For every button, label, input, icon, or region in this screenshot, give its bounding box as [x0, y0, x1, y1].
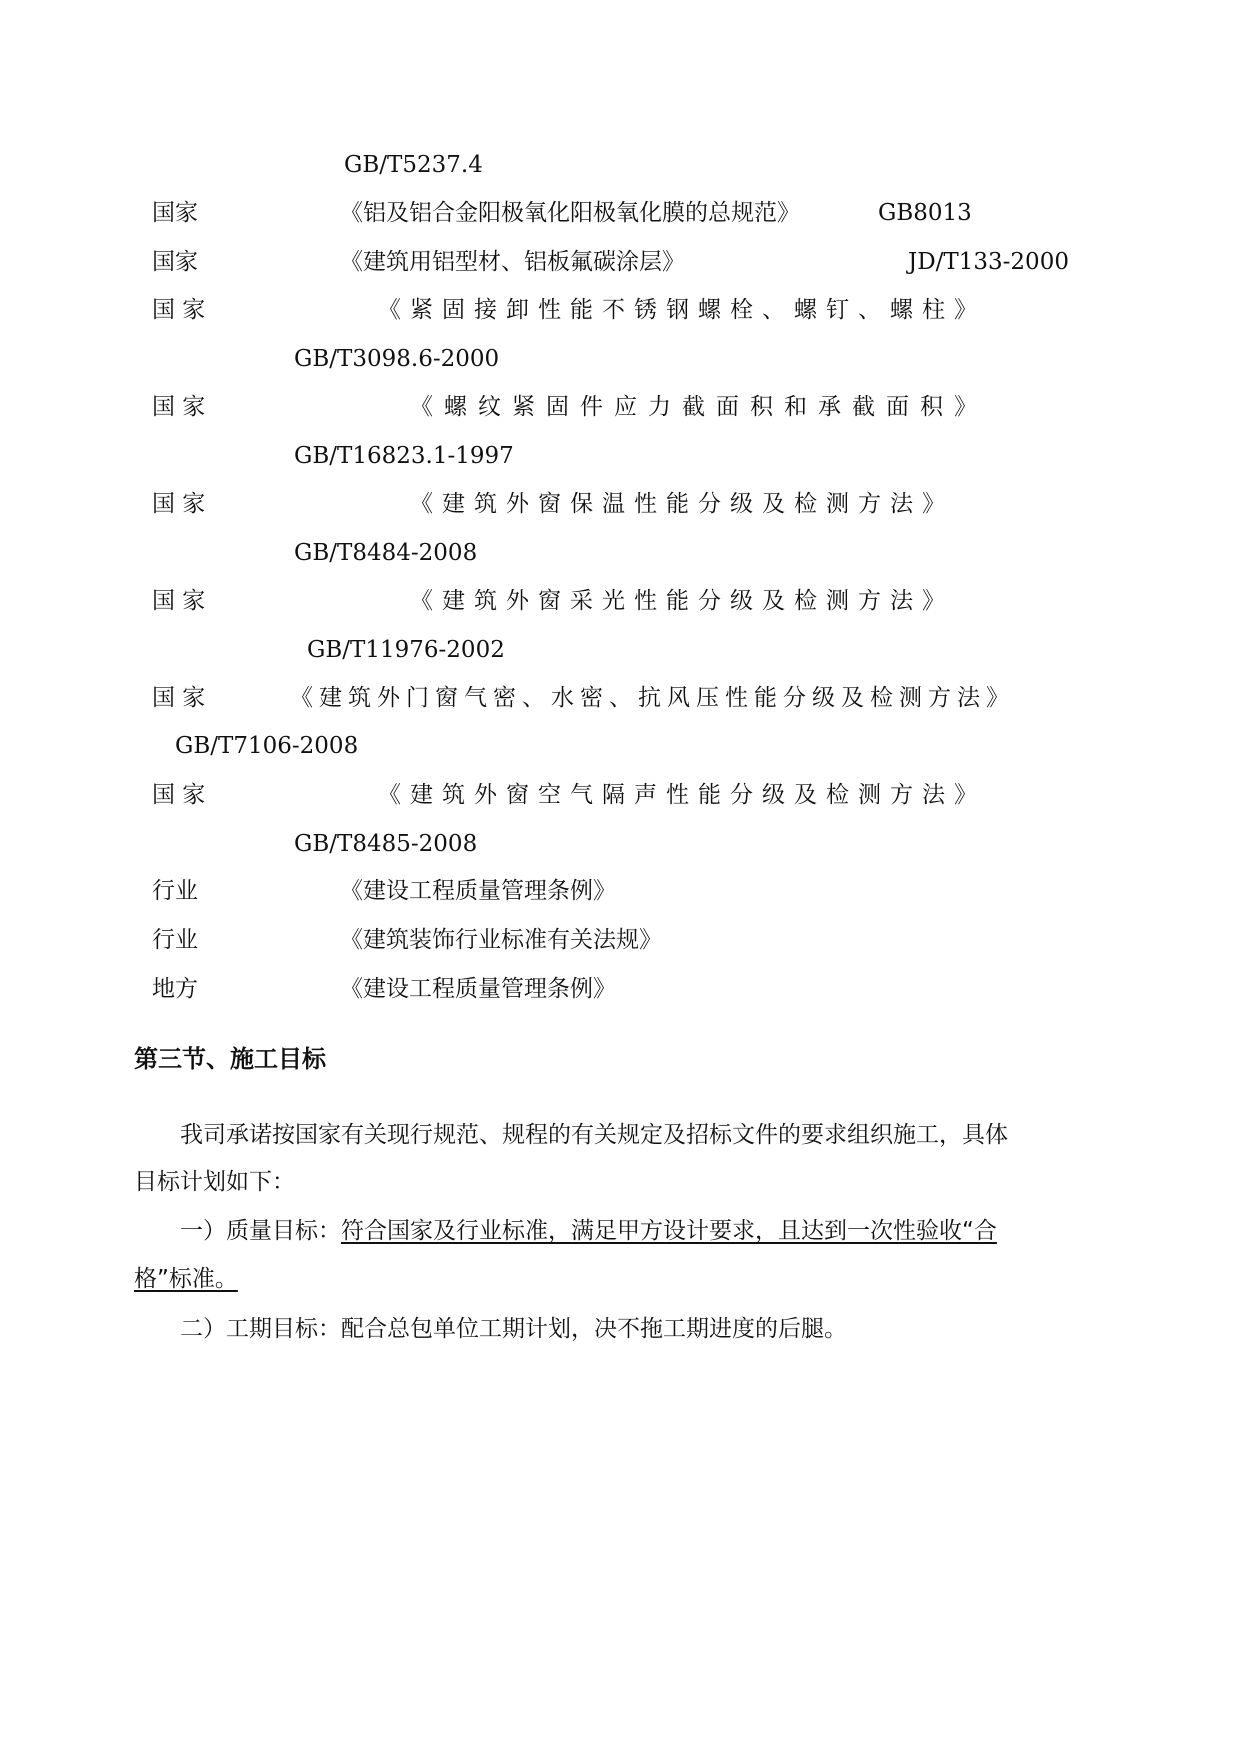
- standard-title: 《建筑用铝型材、铝板氟碳涂层》: [340, 249, 685, 275]
- standard-level: 国 家: [152, 588, 206, 614]
- standard-title: 《建筑外门窗气密、水密、抗风压性能分级及检测方法》: [290, 685, 1015, 711]
- standard-code: GB/T16823.1-1997: [294, 443, 514, 469]
- standard-title: 《建筑外窗采光性能分级及检测方法》: [410, 588, 954, 614]
- standard-level: 国 家: [152, 782, 206, 808]
- standard-level: 行业: [152, 878, 198, 904]
- quality-target-text: 符合国家及行业标准，满足甲方设计要求，且达到一次性验收“合: [341, 1218, 997, 1244]
- standard-level: 国 家: [152, 297, 206, 323]
- standard-level: 行业: [152, 927, 198, 953]
- standard-level: 国家: [152, 200, 198, 226]
- standard-title: 《铝及铝合金阳极氧化阳极氧化膜的总规范》: [340, 200, 800, 226]
- standard-title: 《紧固接卸性能不锈钢螺栓、螺钉、螺柱》: [378, 297, 986, 323]
- standard-code: GB/T7106-2008: [175, 733, 359, 759]
- standard-title: 《建筑外窗保温性能分级及检测方法》: [410, 491, 954, 517]
- standard-level: 地方: [152, 976, 198, 1002]
- intro-paragraph-line: 我司承诺按国家有关现行规范、规程的有关规定及招标文件的要求组织施工，具体: [180, 1122, 1008, 1148]
- standard-level: 国家: [152, 249, 198, 275]
- quality-target-line: [180, 1216, 997, 1246]
- standard-title: 《螺纹紧固件应力截面积和承截面积》: [410, 394, 988, 420]
- standard-level: 国 家: [152, 685, 206, 711]
- standard-title: 《建筑外窗空气隔声性能分级及检测方法》: [378, 782, 986, 808]
- standard-level: 国 家: [152, 491, 206, 517]
- intro-paragraph-line: 目标计划如下：: [134, 1169, 295, 1195]
- schedule-target-line: 二）工期目标：配合总包单位工期计划，决不拖工期进度的后腿。: [180, 1316, 847, 1342]
- standard-title: 《建筑装饰行业标准有关法规》: [340, 927, 662, 953]
- section-heading: 第三节、施工目标: [134, 1045, 326, 1073]
- standard-code: JD/T133-2000: [908, 249, 1069, 275]
- quality-target-label: 一）质量目标：: [180, 1218, 341, 1244]
- quality-target-text-cont: 格”标准。: [134, 1266, 238, 1292]
- standard-level: 国 家: [152, 394, 206, 420]
- standard-code: GB/T11976-2002: [307, 637, 505, 663]
- standard-code: GB/T8485-2008: [294, 831, 478, 857]
- standard-code: GB/T3098.6-2000: [294, 346, 500, 372]
- standard-title: 《建设工程质量管理条例》: [340, 976, 616, 1002]
- standard-code: GB8013: [878, 200, 972, 226]
- standard-code: GB/T8484-2008: [294, 540, 478, 566]
- standard-title: 《建设工程质量管理条例》: [340, 878, 616, 904]
- standard-code: GB/T5237.4: [344, 152, 483, 178]
